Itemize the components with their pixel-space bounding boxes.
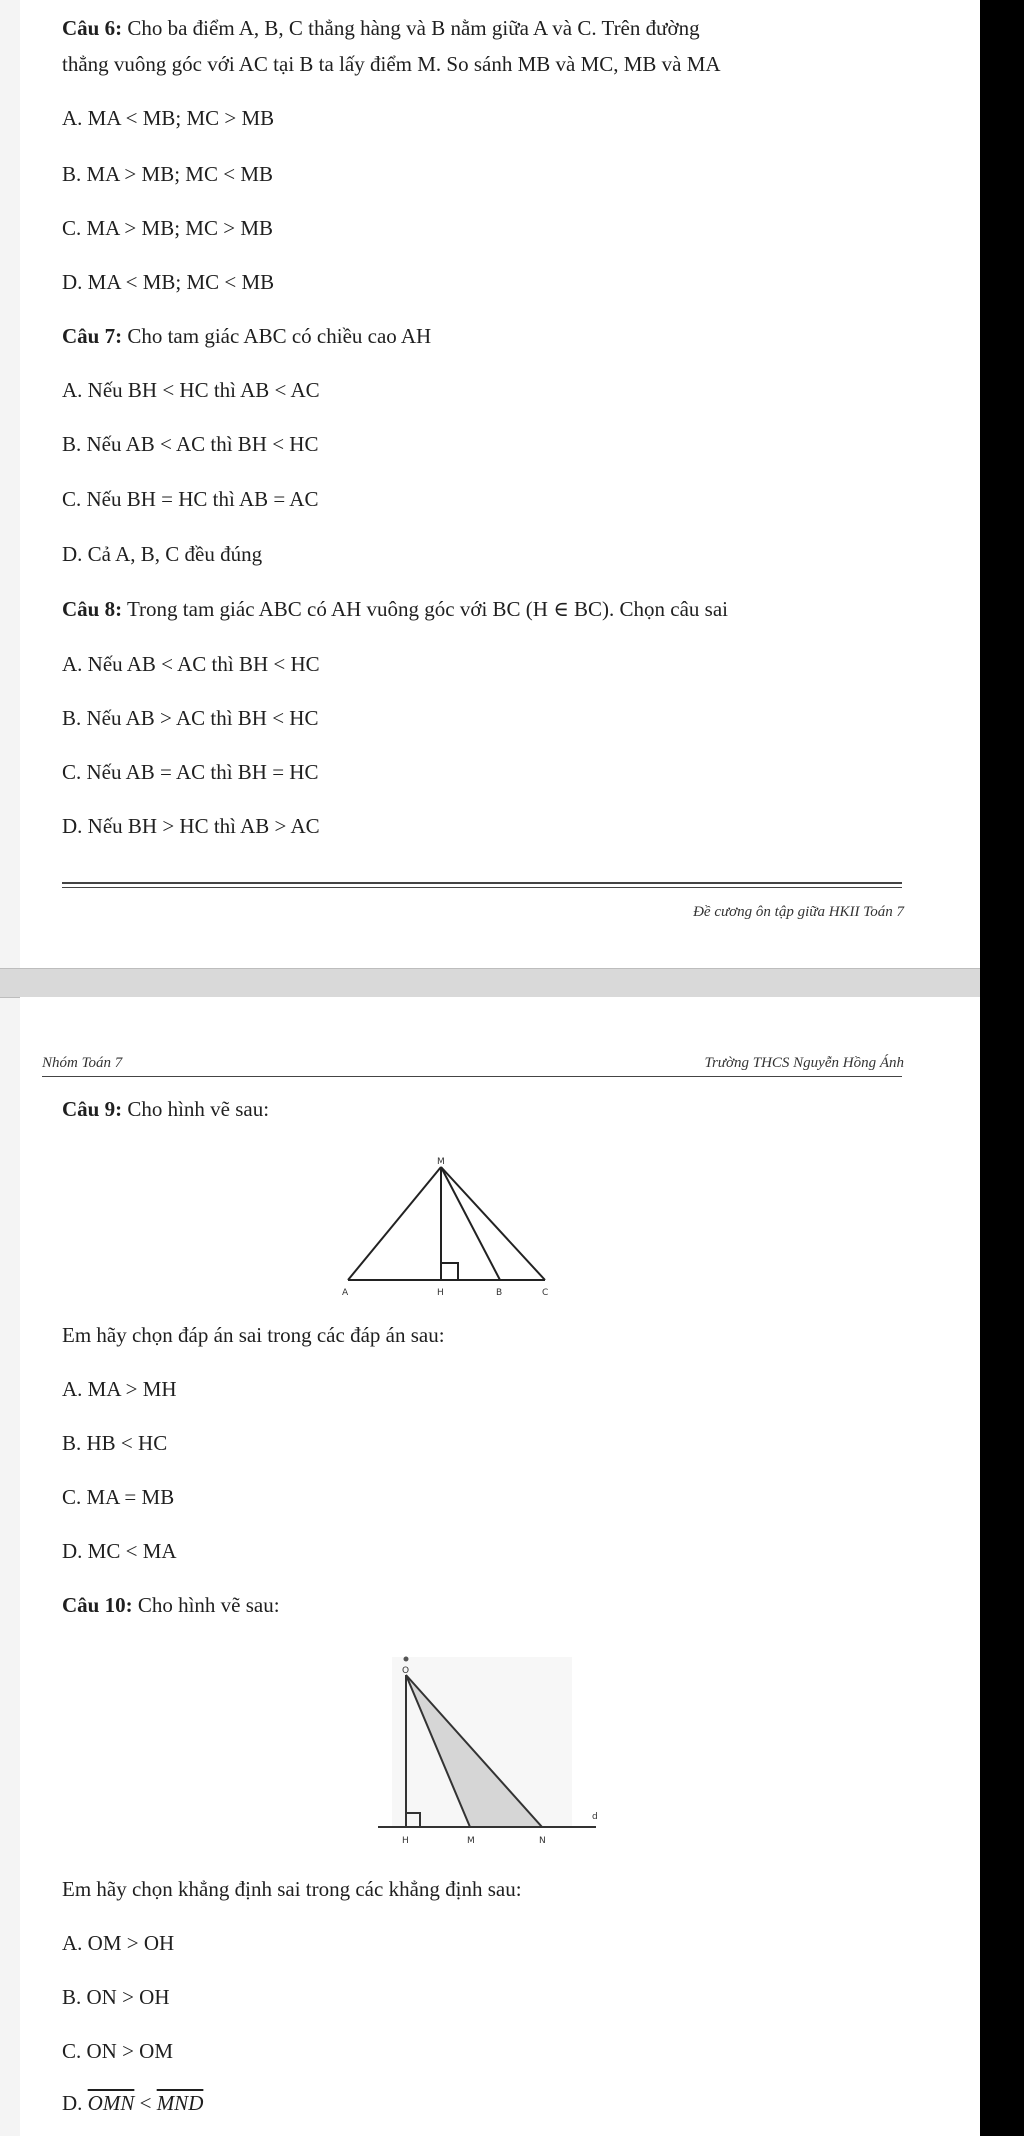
question-label: Câu 9: (62, 1097, 123, 1121)
question-text: Cho hình vẽ sau: (127, 1097, 270, 1121)
option-b: B. Nếu AB > AC thì BH < HC (62, 706, 319, 730)
label-c: C (542, 1288, 549, 1298)
option-c: C. Nếu AB = AC thì BH = HC (62, 760, 319, 784)
question-6 (62, 14, 700, 42)
option-d: D. Nếu BH > HC thì AB > AC (62, 814, 320, 838)
label-o: O (402, 1666, 410, 1676)
question-label: Câu 7: (62, 324, 123, 348)
question-text: Cho hình vẽ sau: (137, 1593, 280, 1617)
option-d (62, 2089, 203, 2117)
label-n: N (539, 1836, 546, 1846)
option-d: D. MA < MB; MC < MB (62, 270, 275, 294)
option-d: D. Cả A, B, C đều đúng (62, 542, 263, 566)
label-m: M (437, 1157, 445, 1167)
question-label: Câu 8: (62, 597, 123, 621)
comparison-operator: < (134, 2091, 157, 2115)
figure-triangle-mah (330, 1155, 560, 1305)
figure-triangle-omn (370, 1649, 610, 1849)
option-a: A. MA > MH (62, 1377, 177, 1401)
option-c: C. Nếu BH = HC thì AB = AC (62, 487, 319, 511)
option-a: A. Nếu BH < HC thì AB < AC (62, 378, 320, 402)
left-gutter (0, 0, 20, 2136)
page-break (0, 968, 980, 998)
question-9 (62, 1095, 269, 1123)
option-a: A. Nếu AB < AC thì BH < HC (62, 652, 320, 676)
question-10 (62, 1591, 280, 1619)
question-7 (62, 322, 431, 350)
question-label: Câu 10: (62, 1593, 133, 1617)
label-b: B (496, 1288, 503, 1298)
option-a: A. OM > OH (62, 1931, 175, 1955)
option-d: D. MC < MA (62, 1539, 177, 1563)
label-h: H (402, 1836, 409, 1846)
option-b: B. ON > OH (62, 1985, 170, 2009)
page-header-left: Nhóm Toán 7 (42, 1055, 123, 1071)
question-text: Cho tam giác ABC có chiều cao AH (127, 324, 432, 348)
label-d: d (592, 1812, 598, 1822)
page-header-right: Trường THCS Nguyễn Hồng Ánh (704, 1055, 904, 1071)
window-edge (980, 0, 1024, 2136)
question-9-prompt: Em hãy chọn đáp án sai trong các đáp án sau: (62, 1323, 445, 1347)
question-8 (62, 595, 728, 623)
option-a: A. MA < MB; MC > MB (62, 106, 275, 130)
document-page-1 (20, 0, 980, 968)
option-prefix: D. (62, 2091, 88, 2115)
question-10-prompt: Em hãy chọn khẳng định sai trong các khẳng định sau: (62, 1877, 522, 1901)
question-text: Cho ba điểm A, B, C thẳng hàng và B nằm giữa A và C. Trên đường (127, 16, 700, 40)
label-a: A (342, 1288, 349, 1298)
option-b: B. HB < HC (62, 1431, 168, 1455)
page-footer: Đề cương ôn tập giữa HKII Toán 7 (693, 904, 904, 920)
question-label: Câu 6: (62, 16, 123, 40)
angle-mnd: $\overline{MND}$ (156, 2091, 204, 2115)
question-text: Trong tam giác ABC có AH vuông góc với BC (H ∈ BC). Chọn câu sai (126, 597, 728, 621)
footer-rule (62, 887, 902, 888)
header-rule (42, 1076, 902, 1077)
footer-rule (62, 882, 902, 884)
question-6-line2: thẳng vuông góc với AC tại B ta lấy điểm M. So sánh MB và MC, MB và MA (62, 52, 721, 76)
option-c: C. MA = MB (62, 1485, 175, 1509)
document-page-2 (20, 997, 980, 2136)
option-c: C. MA > MB; MC > MB (62, 216, 273, 240)
option-b: B. MA > MB; MC < MB (62, 162, 273, 186)
option-c: C. ON > OM (62, 2039, 174, 2063)
option-b: B. Nếu AB < AC thì BH < HC (62, 432, 319, 456)
label-m: M (467, 1836, 475, 1846)
label-h: H (437, 1288, 444, 1298)
angle-omn: $\overline{OMN}$ (87, 2091, 135, 2115)
